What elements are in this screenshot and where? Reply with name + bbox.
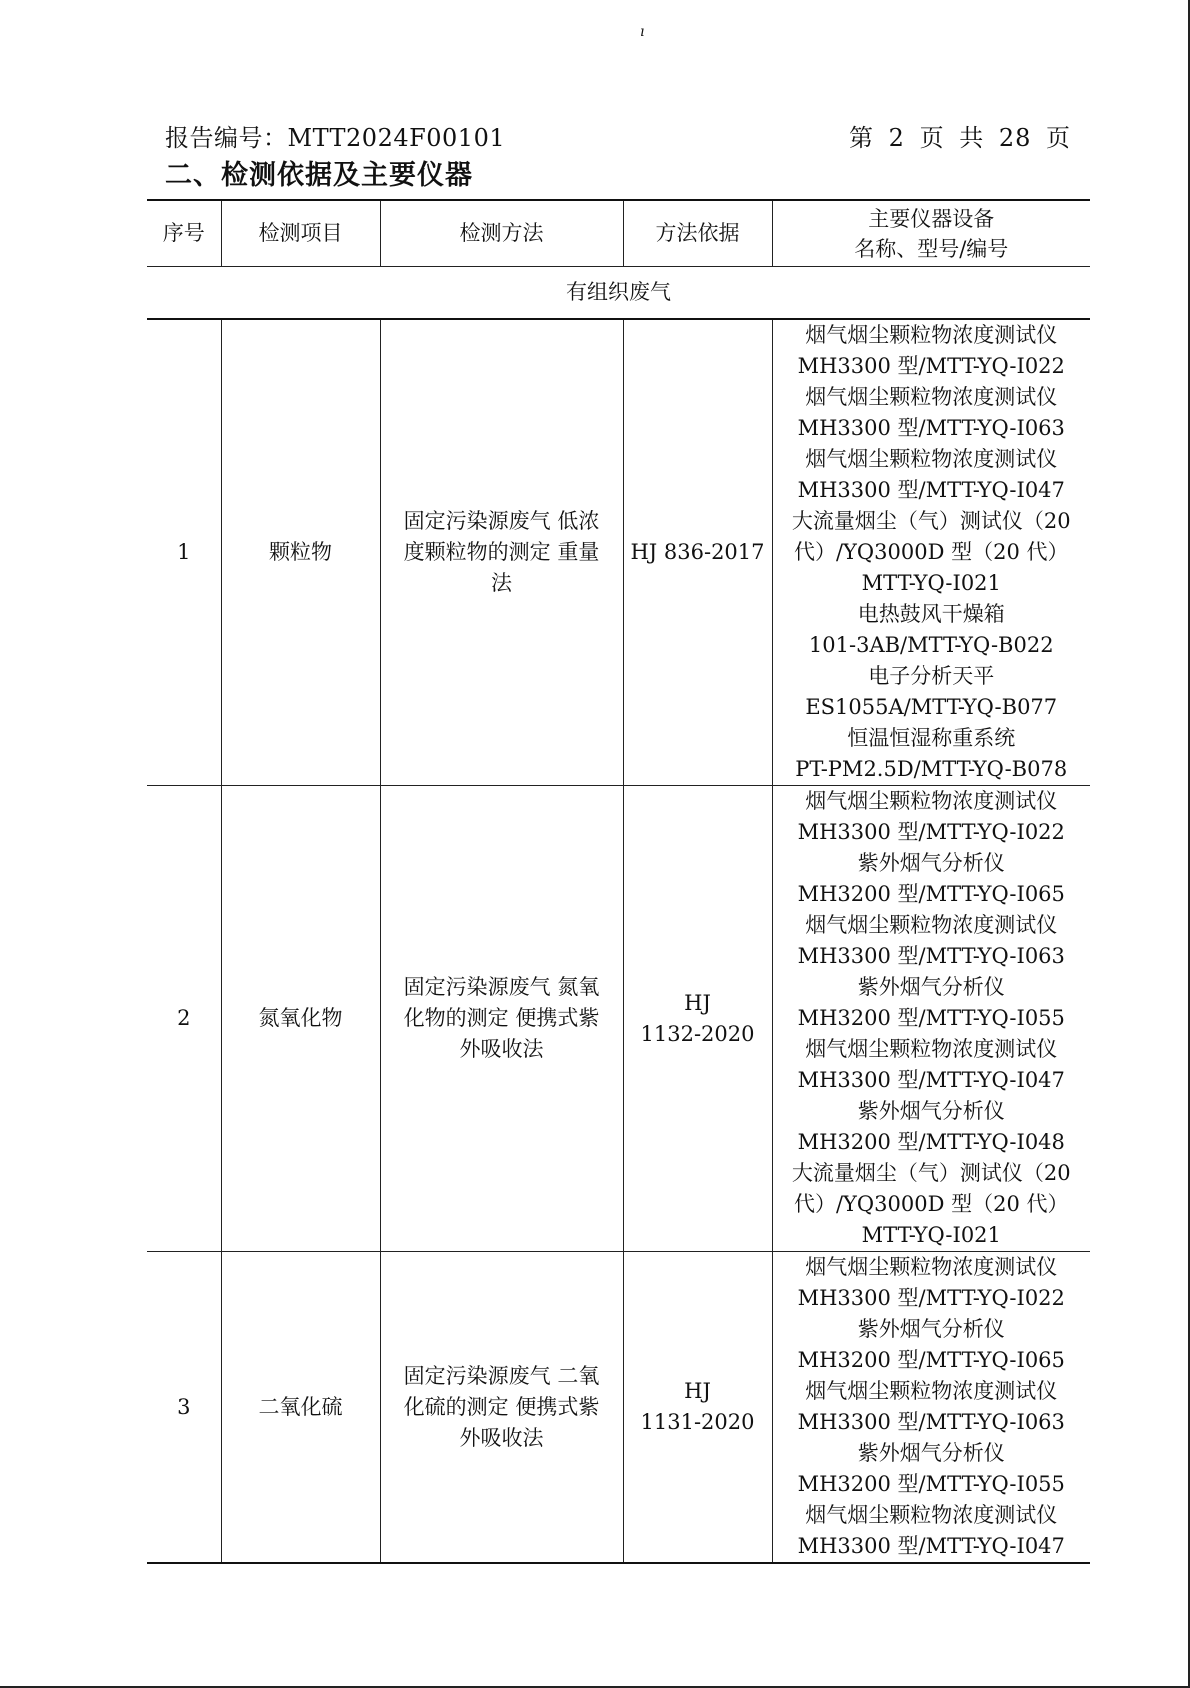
equipment-line: PT-PM2.5D/MTT-YQ-B078	[795, 757, 1068, 781]
category-row	[147, 267, 1090, 320]
equipment-line: MH3300 型/MTT-YQ-I063	[797, 1410, 1065, 1434]
equipment-line: 烟气烟尘颗粒物浓度测试仪	[805, 1037, 1058, 1061]
equipment-line: MH3300 型/MTT-YQ-I022	[797, 1286, 1065, 1310]
row-no: 1	[147, 319, 221, 786]
row-method	[380, 319, 623, 786]
row-no: 3	[147, 1252, 221, 1564]
row-item: 二氧化硫	[221, 1252, 380, 1564]
equipment-line: 烟气烟尘颗粒物浓度测试仪	[805, 447, 1058, 471]
equipment-line: 101-3AB/MTT-YQ-B022	[808, 633, 1054, 657]
row-equipment	[772, 786, 1090, 1252]
page-info: 第 2 页 共 28 页	[849, 124, 1071, 152]
equipment-line: ES1055A/MTT-YQ-B077	[805, 695, 1058, 719]
equipment-line: 大流量烟尘（气）测试仪（20	[791, 509, 1071, 533]
header-equipment-line1: 主要仪器设备	[868, 206, 995, 231]
section-title: 二、检测依据及主要仪器	[165, 160, 473, 191]
equipment-line: MH3300 型/MTT-YQ-I022	[797, 354, 1065, 378]
equipment-line: MH3200 型/MTT-YQ-I055	[797, 1472, 1065, 1496]
equipment-line: MTT-YQ-I021	[861, 571, 1001, 595]
equipment-line: 烟气烟尘颗粒物浓度测试仪	[805, 789, 1058, 813]
row-basis-line: 1131-2020	[640, 1410, 755, 1434]
equipment-line: 电子分析天平	[868, 664, 995, 688]
equipment-line: 紫外烟气分析仪	[857, 1099, 1005, 1123]
equipment-line: 大流量烟尘（气）测试仪（20	[791, 1161, 1071, 1185]
equipment-line: 代）/YQ3000D 型（20 代）	[793, 540, 1069, 564]
equipment-line: MH3300 型/MTT-YQ-I047	[797, 1068, 1065, 1092]
category-label: 有组织废气	[147, 267, 1090, 320]
row-method-text: 固定污染源废气 氮氧化物的测定 便携式紫外吸收法	[403, 975, 600, 1061]
row-basis-line: HJ	[684, 990, 711, 1015]
equipment-line: 恒温恒湿称重系统	[847, 726, 1016, 750]
header-equipment	[772, 200, 1090, 267]
equipment-line: MTT-YQ-I021	[861, 1223, 1001, 1247]
header-equipment-line2: 名称、型号/编号	[854, 236, 1009, 261]
equipment-line: 烟气烟尘颗粒物浓度测试仪	[805, 1255, 1058, 1279]
equipment-line: 代）/YQ3000D 型（20 代）	[793, 1192, 1069, 1216]
equipment-line: 烟气烟尘颗粒物浓度测试仪	[805, 1503, 1058, 1527]
row-equipment	[772, 319, 1090, 786]
equipment-line: MH3200 型/MTT-YQ-I065	[797, 882, 1065, 906]
equipment-line: 紫外烟气分析仪	[857, 975, 1005, 999]
row-method-text: 固定污染源废气 低浓度颗粒物的测定 重量法	[403, 509, 600, 595]
equipment-line: 紫外烟气分析仪	[857, 1441, 1005, 1465]
header-method: 检测方法	[380, 200, 623, 267]
detection-basis-table	[147, 199, 1090, 1564]
row-basis	[623, 1252, 772, 1564]
equipment-line: MH3200 型/MTT-YQ-I048	[797, 1130, 1065, 1154]
row-basis	[623, 319, 772, 786]
top-mark: ı	[640, 24, 645, 40]
row-no: 2	[147, 786, 221, 1252]
equipment-line: 烟气烟尘颗粒物浓度测试仪	[805, 1379, 1058, 1403]
row-basis	[623, 786, 772, 1252]
row-basis-line: HJ	[684, 1379, 711, 1403]
table-row	[147, 319, 1090, 786]
equipment-line: MH3200 型/MTT-YQ-I065	[797, 1348, 1065, 1372]
row-basis-line: 1132-2020	[640, 1021, 755, 1046]
equipment-line: 烟气烟尘颗粒物浓度测试仪	[805, 385, 1058, 409]
report-number: 报告编号：MTT2024F00101	[165, 124, 506, 152]
header-no: 序号	[147, 200, 221, 267]
equipment-line: MH3300 型/MTT-YQ-I063	[797, 416, 1065, 440]
row-basis-line: HJ 836-2017	[630, 540, 765, 564]
equipment-line: MH3300 型/MTT-YQ-I047	[797, 478, 1065, 502]
equipment-line: MH3300 型/MTT-YQ-I063	[797, 944, 1065, 968]
row-method	[380, 786, 623, 1252]
equipment-line: 电热鼓风干燥箱	[857, 602, 1005, 626]
equipment-line: 烟气烟尘颗粒物浓度测试仪	[805, 323, 1058, 347]
row-method	[380, 1252, 623, 1564]
table-row	[147, 786, 1090, 1252]
equipment-line: MH3300 型/MTT-YQ-I047	[797, 1534, 1065, 1558]
equipment-line: 紫外烟气分析仪	[857, 1317, 1005, 1341]
row-method-text: 固定污染源废气 二氧化硫的测定 便携式紫外吸收法	[403, 1363, 600, 1450]
row-item: 氮氧化物	[221, 786, 380, 1252]
row-item: 颗粒物	[221, 319, 380, 786]
equipment-line: MH3300 型/MTT-YQ-I022	[797, 820, 1065, 844]
table-row	[147, 1252, 1090, 1564]
header-basis: 方法依据	[623, 200, 772, 267]
equipment-line: 烟气烟尘颗粒物浓度测试仪	[805, 913, 1058, 937]
table-body	[147, 319, 1090, 1563]
header-item: 检测项目	[221, 200, 380, 267]
row-equipment	[772, 1252, 1090, 1564]
equipment-line: MH3200 型/MTT-YQ-I055	[797, 1006, 1065, 1030]
table-header-row	[147, 200, 1090, 267]
equipment-line: 紫外烟气分析仪	[857, 851, 1005, 875]
